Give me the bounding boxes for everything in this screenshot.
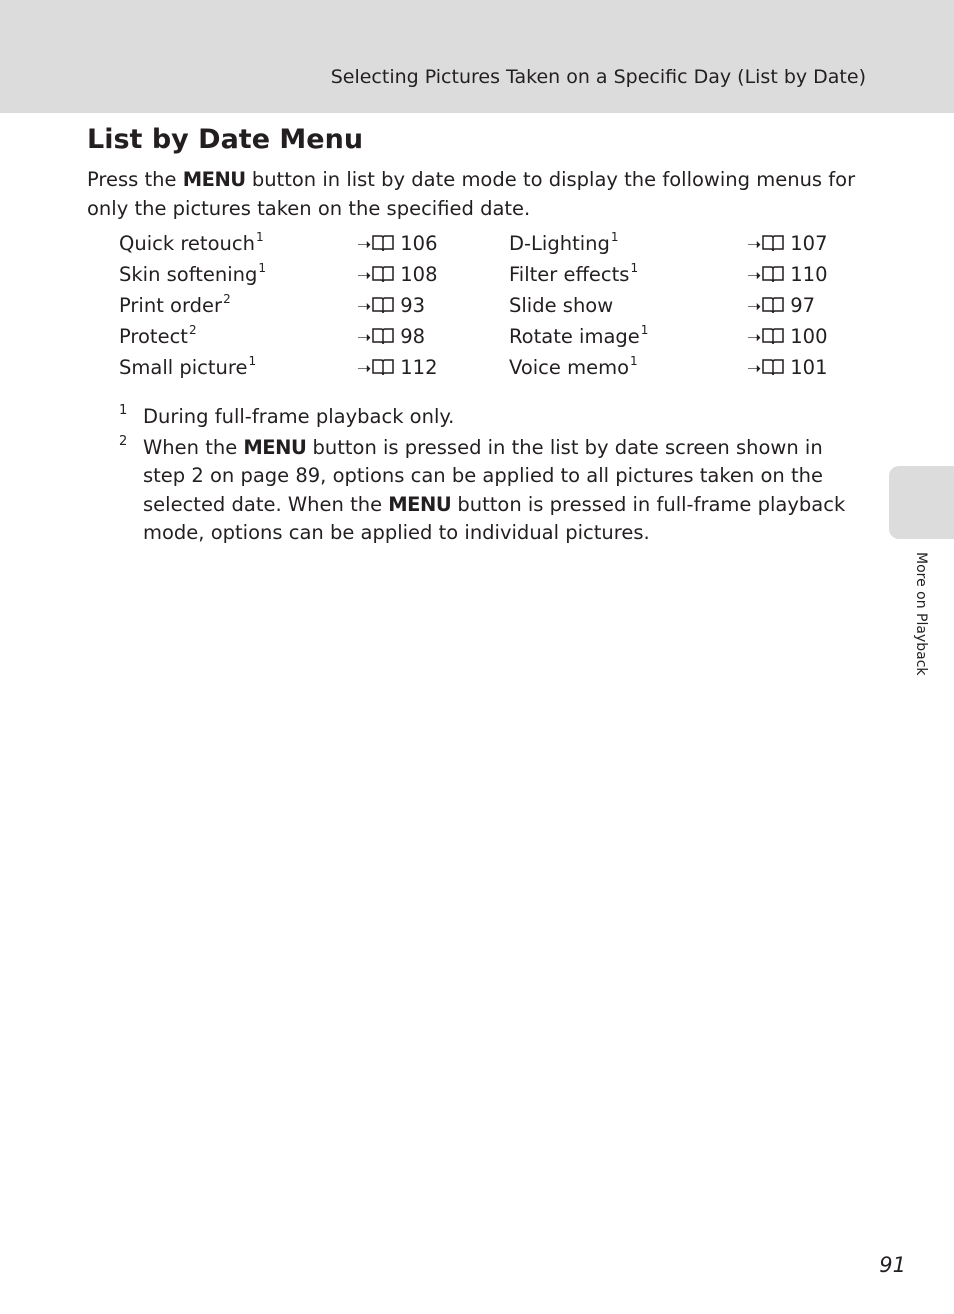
book-icon <box>762 358 784 376</box>
footnote-marker: 1 <box>255 230 264 244</box>
arrow-icon: ➝ <box>357 328 372 348</box>
footnote-marker: 2 <box>188 323 197 337</box>
page-reference[interactable]: ➝ 112 <box>357 356 438 379</box>
arrow-icon: ➝ <box>357 359 372 379</box>
page-reference[interactable]: ➝ 97 <box>747 294 816 317</box>
arrow-icon: ➝ <box>357 266 372 286</box>
footnote-marker: 1 <box>640 323 649 337</box>
menu-item-protect: Protect$^2$ <box>119 323 197 348</box>
arrow-icon: ➝ <box>357 297 372 317</box>
arrow-icon: ➝ <box>747 235 762 255</box>
menu-button-label: MENU <box>388 492 452 516</box>
footnote-number: 2 <box>119 433 128 449</box>
page-reference[interactable]: ➝ 98 <box>357 325 426 348</box>
book-icon <box>762 327 784 345</box>
footnote-marker: 1 <box>258 261 267 275</box>
book-icon <box>372 234 394 252</box>
footnote-marker: 1 <box>610 230 619 244</box>
menu-item-voice-memo: Voice memo$^1$ <box>509 354 638 379</box>
menu-row <box>119 263 854 294</box>
menu-item-filter-effects: Filter effects$^1$ <box>509 261 639 286</box>
footnote-marker: 1 <box>248 354 257 368</box>
footnote-text: button is pressed in full-frame playback mode, options can be applied to individual pictures. <box>143 492 846 544</box>
section-heading: List by Date Menu <box>87 124 364 155</box>
book-icon <box>372 358 394 376</box>
footnote-text: button is pressed in the list by date screen shown in step 2 on page 89, options can be applied to all pictures taken on the selected date. When the <box>143 435 823 516</box>
menu-item-rotate-image: Rotate image$^1$ <box>509 323 649 348</box>
arrow-icon: ➝ <box>747 266 762 286</box>
menu-item-slide-show: Slide show <box>509 294 614 317</box>
footnote-1 <box>119 403 869 432</box>
footnote-text: During full-frame playback only. <box>143 405 455 428</box>
arrow-icon: ➝ <box>747 359 762 379</box>
page-reference[interactable]: ➝ 107 <box>747 232 828 255</box>
footnote-marker: 1 <box>630 354 638 368</box>
page-number: 91 <box>879 1253 906 1277</box>
intro-text-before: Press the <box>87 168 183 191</box>
running-title: Selecting Pictures Taken on a Specific Day (List by Date) <box>330 66 866 88</box>
menu-row <box>119 232 854 263</box>
page-reference[interactable]: ➝ 100 <box>747 325 828 348</box>
menu-button-label: MENU <box>243 435 307 459</box>
footnotes <box>119 403 869 550</box>
menu-item-quick-retouch: Quick retouch$^1$ <box>119 230 264 255</box>
footnote-text: When the <box>143 435 244 459</box>
book-icon <box>372 296 394 314</box>
page-reference[interactable]: ➝ 110 <box>747 263 828 286</box>
menu-row <box>119 356 854 387</box>
intro-text-after: button in list by date mode to display the following menus for only the pictures taken on the specified date. <box>87 168 856 220</box>
page-reference[interactable]: ➝ 106 <box>357 232 438 255</box>
arrow-icon: ➝ <box>357 235 372 255</box>
menu-item-small-picture: Small picture$^1$ <box>119 354 257 379</box>
menu-items-table <box>119 232 854 387</box>
book-icon <box>762 296 784 314</box>
footnote-marker: 2 <box>223 292 231 306</box>
chapter-tab[interactable] <box>889 466 954 539</box>
book-icon <box>762 234 784 252</box>
footnote-marker: 1 <box>630 261 639 275</box>
menu-row <box>119 294 854 325</box>
arrow-icon: ➝ <box>747 297 762 317</box>
page-reference[interactable]: ➝ 108 <box>357 263 438 286</box>
arrow-icon: ➝ <box>747 328 762 348</box>
chapter-tab-label: More on Playback <box>913 552 929 676</box>
menu-button-label: MENU <box>182 168 246 191</box>
footnote-2 <box>119 434 869 548</box>
menu-row <box>119 325 854 356</box>
header-band <box>0 0 954 113</box>
footnote-number: 1 <box>119 403 128 418</box>
menu-item-d-lighting: D-Lighting$^1$ <box>509 230 619 255</box>
book-icon <box>762 265 784 283</box>
page-reference[interactable]: ➝ 93 <box>357 294 426 317</box>
book-icon <box>372 265 394 283</box>
book-icon <box>372 327 394 345</box>
menu-item-print-order: Print order$^2$ <box>119 292 231 317</box>
menu-item-skin-softening: Skin softening$^1$ <box>119 261 267 286</box>
intro-paragraph <box>87 165 877 223</box>
page-reference[interactable]: ➝ 101 <box>747 356 828 379</box>
